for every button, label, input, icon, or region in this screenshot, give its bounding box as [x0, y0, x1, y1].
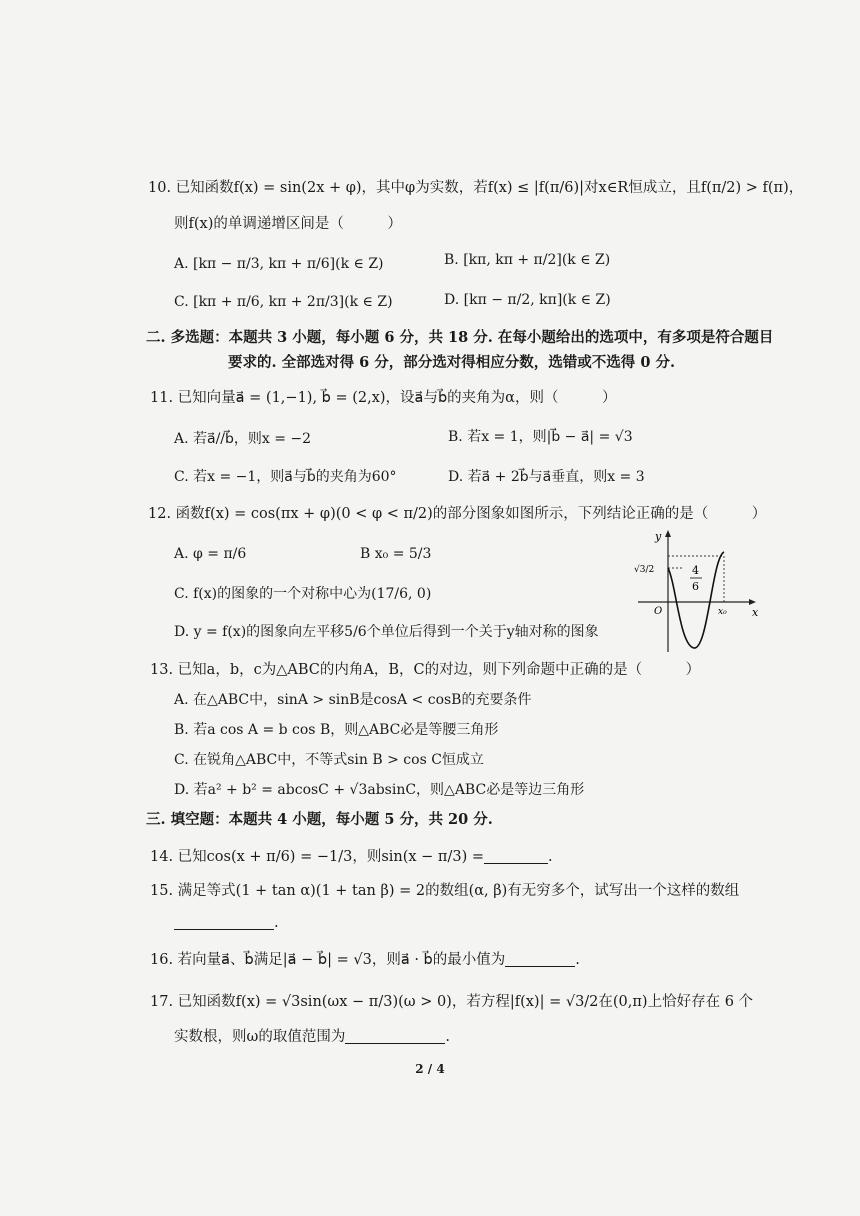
q12-option-c: C. f(x)的图象的一个对称中心为(17/6, 0)	[174, 586, 432, 602]
q10-option-b: B. [kπ, kπ + π/2](k ∈ Z)	[444, 252, 611, 268]
q16-answer-blank[interactable]	[505, 952, 575, 967]
graph-y-axis-arrow	[665, 530, 671, 537]
q14-answer-blank[interactable]	[484, 849, 548, 864]
q13-option-c: C. 在锐角△ABC中，不等式sin B > cos C恒成立	[174, 752, 484, 768]
graph-x-axis-arrow	[749, 599, 756, 605]
q12-option-d: D. y = f(x)的图象向左平移5/6个单位后得到一个关于y轴对称的图象	[174, 624, 599, 640]
q12-stem: 12. 函数f(x) = cos(πx + φ)(0 < φ < π/2)的部分图象如图所示，下列结论正确的是（ ）	[148, 506, 767, 522]
q13-option-d: D. 若a² + b² = abcosC + √3absinC，则△ABC必是等边三角形	[174, 782, 585, 798]
q17-answer-blank[interactable]	[345, 1029, 445, 1044]
q15-stem: 15. 满足等式(1 + tan α)(1 + tan β) = 2的数组(α, β)有无穷多个，试写出一个这样的数组	[150, 883, 740, 899]
q17-stem-line1: 17. 已知函数f(x) = √3sin(ωx − π/3)(ω > 0)，若方程|f(x)| = √3/2在(0,π)上恰好存在 6 个	[150, 994, 754, 1010]
q15-answer-blank[interactable]	[174, 915, 274, 930]
graph-y-label: y	[655, 530, 662, 543]
q17-stem-line2: 实数根，则ω的取值范围为	[174, 1029, 346, 1045]
section2-heading-line1: 二. 多选题：本题共 3 小题，每小题 6 分，共 18 分. 在每小题给出的选项中，有多项是符合题目	[146, 329, 774, 346]
q10-stem-line1: 10. 已知函数f(x) = sin(2x + φ)，其中φ为实数，若f(x) ≤ |f(π/6)|对x∈R恒成立，且f(π/2) > f(π)，	[148, 180, 804, 196]
q11-option-d: D. 若a⃗ + 2b⃗与a⃗垂直，则x = 3	[448, 469, 645, 485]
q10-stem-line2: 则f(x)的单调递增区间是（ ）	[174, 216, 402, 232]
q10-option-a: A. [kπ − π/3, kπ + π/6](k ∈ Z)	[174, 256, 384, 272]
q13-stem: 13. 已知a，b，c为△ABC的内角A，B，C的对边，则下列命题中正确的是（ ）	[150, 662, 701, 678]
graph-x0-label: x₀	[718, 607, 727, 617]
q10-option-d: D. [kπ − π/2, kπ](k ∈ Z)	[444, 292, 611, 308]
section2-heading-line2: 要求的. 全部选对得 6 分，部分选对得相应分数，选错或不选得 0 分.	[228, 354, 676, 371]
graph-origin-label: O	[654, 606, 663, 617]
graph-handwritten-note-bottom: 6	[692, 580, 699, 593]
q10-option-c: C. [kπ + π/6, kπ + 2π/3](k ∈ Z)	[174, 294, 393, 310]
q11-option-c: C. 若x = −1，则a⃗与b⃗的夹角为60°	[174, 469, 397, 485]
q11-option-b: B. 若x = 1，则|b⃗ − a⃗| = √3	[448, 429, 633, 445]
q13-option-a: A. 在△ABC中，sinA > sinB是cosA < cosB的充要条件	[174, 692, 532, 708]
q15-line2: .	[174, 913, 279, 933]
q12-function-graph	[628, 528, 760, 658]
q14-stem: 14. 已知cos(x + π/6) = −1/3，则sin(x − π/3) =	[150, 849, 484, 865]
graph-x-label: x	[752, 606, 759, 619]
q16-line: 16. 若向量a⃗、b⃗满足|a⃗ − b⃗| = √3，则a⃗ · b⃗的最小值为 .	[150, 952, 580, 968]
q11-stem: 11. 已知向量a⃗ = (1,−1), b⃗ = (2,x)，设a⃗与b⃗的夹角为α，则（ ）	[150, 390, 617, 406]
graph-y-tick-label: √3/2	[634, 565, 655, 575]
q17-line2: 实数根，则ω的取值范围为 .	[174, 1029, 450, 1045]
q11-option-a: A. 若a⃗//b⃗，则x = −2	[174, 431, 312, 447]
q13-option-b: B. 若a cos A = b cos B，则△ABC必是等腰三角形	[174, 722, 499, 738]
page-number: 2 / 4	[415, 1062, 445, 1076]
q12-option-b: B x₀ = 5/3	[360, 546, 432, 562]
section3-heading: 三. 填空题：本题共 4 小题，每小题 5 分，共 20 分.	[146, 811, 493, 828]
q14-line: 14. 已知cos(x + π/6) = −1/3，则sin(x − π/3) = .	[150, 849, 553, 865]
q12-option-a: A. φ = π/6	[174, 546, 247, 562]
graph-handwritten-note-top: 4	[692, 564, 699, 577]
q16-stem: 16. 若向量a⃗、b⃗满足|a⃗ − b⃗| = √3，则a⃗ · b⃗的最小值为	[150, 952, 506, 968]
